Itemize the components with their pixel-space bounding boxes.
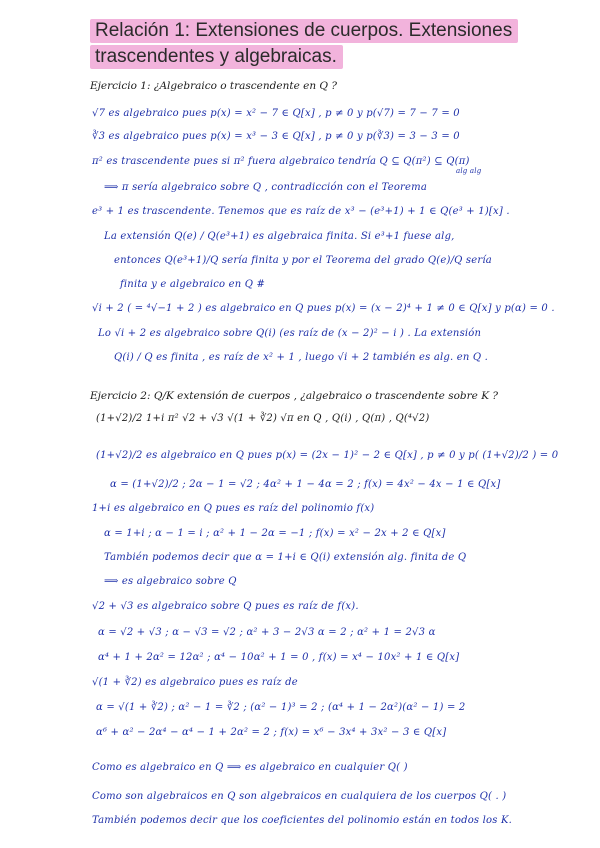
ex1-line-1: √7 es algebraico pues p(x) = x² − 7 ∈ Q[x] , p ≠ 0 y p(√7) = 7 − 7 = 0	[92, 108, 460, 119]
ex2-line-1: (1+√2)/2 es algebraico en Q pues p(x) = (2x − 1)² − 2 ∈ Q[x] , p ≠ 0 y p( (1+√2)/2 ) = 0	[96, 450, 559, 461]
title-line-2: trascendentes y algebraicas.	[90, 45, 343, 69]
ex1-line-6: La extensión Q(e) / Q(e³+1) es algebraica finita. Si e³+1 fuese alg,	[104, 231, 455, 242]
ex2-line-7: √2 + √3 es algebraico sobre Q pues es raíz de f(x).	[92, 601, 359, 612]
ex2-line-14: Como son algebraicos en Q son algebraicos en cualquiera de los cuerpos Q( . )	[92, 791, 507, 802]
ex2-line-11: α = √(1 + ∛2) ; α² − 1 = ∛2 ; (α² − 1)³ = 2 ; (α⁴ + 1 − 2α²)(α² − 1) = 2	[96, 702, 466, 713]
exercise-2-heading: Ejercicio 2: Q/K extensión de cuerpos , ¿algebraico o trascendente sobre K ?	[90, 390, 499, 402]
ex1-line-2: ∛3 es algebraico pues p(x) = x³ − 3 ∈ Q[x] , p ≠ 0 y p(∛3) = 3 − 3 = 0	[92, 131, 460, 142]
ex2-items: (1+√2)/2 1+i π² √2 + √3 √(1 + ∛2) √π en Q , Q(i) , Q(π) , Q(⁴√2)	[96, 413, 430, 424]
title-line-1: Relación 1: Extensiones de cuerpos. Extensiones	[90, 19, 518, 43]
ex2-line-4: α = 1+i ; α − 1 = i ; α² + 1 − 2α = −1 ; f(x) = x² − 2x + 2 ∈ Q[x]	[104, 528, 446, 539]
ex2-line-5: También podemos decir que α = 1+i ∈ Q(i) extensión alg. finita de Q	[104, 552, 467, 563]
ex2-line-9: α⁴ + 1 + 2α² = 12α² ; α⁴ − 10α² + 1 = 0 , f(x) = x⁴ − 10x² + 1 ∈ Q[x]	[98, 652, 460, 663]
ex1-line-5: e³ + 1 es trascendente. Tenemos que es raíz de x³ − (e³+1) + 1 ∈ Q(e³ + 1)[x] .	[92, 206, 510, 217]
ex2-line-6: ⟹ es algebraico sobre Q	[104, 576, 237, 587]
ex2-line-8: α = √2 + √3 ; α − √3 = √2 ; α² + 3 − 2√3 α = 2 ; α² + 1 = 2√3 α	[98, 627, 436, 638]
ex1-line-11: Q(i) / Q es finita , es raíz de x² + 1 , luego √i + 2 también es alg. en Q .	[114, 352, 489, 363]
ex1-line-10: Lo √i + 2 es algebraico sobre Q(i) (es raíz de (x − 2)² − i ) . La extensión	[98, 328, 482, 339]
ex1-line-7: entonces Q(e³+1)/Q sería finita y por el Teorema del grado Q(e)/Q sería	[114, 255, 492, 266]
ex2-line-12: α⁶ + α² − 2α⁴ − α⁴ − 1 + 2α² = 2 ; f(x) = x⁶ − 3x⁴ + 3x² − 3 ∈ Q[x]	[96, 727, 447, 738]
ex2-line-10: √(1 + ∛2) es algebraico pues es raíz de	[92, 677, 298, 688]
exercise-1-heading: Ejercicio 1: ¿Algebraico o trascendente en Q ?	[90, 80, 338, 92]
ex1-line-4: ⟹ π sería algebraico sobre Q , contradicción con el Teorema	[104, 182, 427, 193]
ex1-line-3: π² es trascendente pues si π² fuera algebraico tendría Q ⊆ Q(π²) ⊆ Q(π)	[92, 156, 470, 167]
ex1-line-9: √i + 2 ( = ⁴√−1 + 2 ) es algebraico en Q pues p(x) = (x − 2)⁴ + 1 ≠ 0 ∈ Q[x] y p(α) = 0 .	[92, 303, 555, 314]
ex1-alg-subscripts: alg alg	[456, 167, 482, 175]
ex2-line-13: Como es algebraico en Q ⟹ es algebraico en cualquier Q( )	[92, 762, 408, 773]
ex2-line-2: α = (1+√2)/2 ; 2α − 1 = √2 ; 4α² + 1 − 4α = 2 ; f(x) = 4x² − 4x − 1 ∈ Q[x]	[110, 479, 501, 490]
ex2-line-3: 1+i es algebraico en Q pues es raíz del polinomio f(x)	[92, 503, 375, 514]
ex1-line-8: finita y e algebraico en Q #	[120, 279, 266, 290]
ex2-line-15: También podemos decir que los coeficientes del polinomio están en todos los K.	[92, 815, 513, 826]
